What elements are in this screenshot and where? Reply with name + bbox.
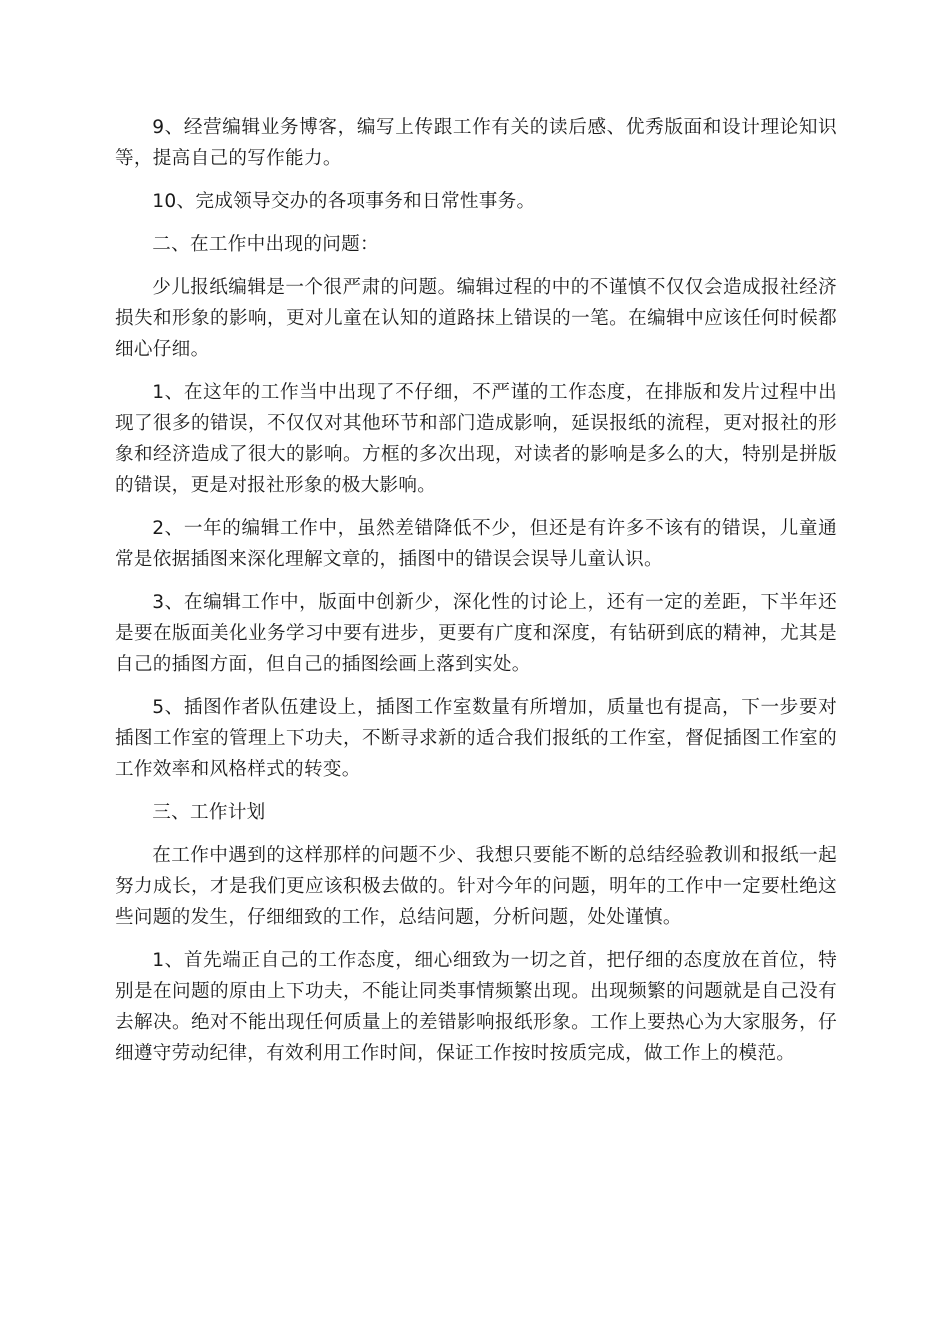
paragraph-problem-3: 3、在编辑工作中，版面中创新少，深化性的讨论上，还有一定的差距，下半年还是要在版面美化业务学习中要有进步，更要有广度和深度，有钻研到底的精神，尤其是自己的插图方面，但自己的插图绘画上落到实处。 [115, 592, 837, 675]
paragraph-problem-1: 1、在这年的工作当中出现了不仔细，不严谨的工作态度，在排版和发片过程中出现了很多的错误，不仅仅对其他环节和部门造成影响，延误报纸的流程，更对报社的形象和经济造成了很大的影响。方框的多次出现，对读者的影响是多么的大，特别是拼版的错误，更是对报社形象的极大影响。 [115, 382, 837, 496]
section-heading-plan: 三、工作计划 [152, 802, 266, 823]
paragraph-problem-2: 2、一年的编辑工作中，虽然差错降低不少，但还是有许多不该有的错误，儿童通常是依据插图来深化理解文章的，插图中的错误会误导儿童认识。 [115, 518, 837, 570]
paragraph-item-10: 10、完成领导交办的各项事务和日常性事务。 [152, 191, 536, 212]
document-body [115, 112, 837, 1081]
paragraph-plan-intro: 在工作中遇到的这样那样的问题不少、我想只要能不断的总结经验教训和报纸一起努力成长，才是我们更应该积极去做的。针对今年的问题，明年的工作中一定要杜绝这些问题的发生，仔细细致的工作，总结问题，分析问题，处处谨慎。 [115, 845, 837, 928]
paragraph-plan-1: 1、首先端正自己的工作态度，细心细致为一切之首，把仔细的态度放在首位，特别是在问题的原由上下功夫，不能让同类事情频繁出现。出现频繁的问题就是自己没有去解决。绝对不能出现任何质量上的差错影响报纸形象。工作上要热心为大家服务，仔细遵守劳动纪律，有效利用工作时间，保证工作按时按质完成，做工作上的模范。 [115, 950, 837, 1064]
paragraph-problems-intro: 少儿报纸编辑是一个很严肃的问题。编辑过程的中的不谨慎不仅仅会造成报社经济损失和形象的影响，更对儿童在认知的道路抹上错误的一笔。在编辑中应该任何时候都细心仔细。 [115, 277, 837, 360]
paragraph-problem-5: 5、插图作者队伍建设上，插图工作室数量有所增加，质量也有提高，下一步要对插图工作室的管理上下功夫，不断寻求新的适合我们报纸的工作室，督促插图工作室的工作效率和风格样式的转变。 [115, 697, 837, 780]
paragraph-item-9: 9、经营编辑业务博客，编写上传跟工作有关的读后感、优秀版面和设计理论知识等，提高自己的写作能力。 [115, 117, 837, 169]
section-heading-problems: 二、在工作中出现的问题： [152, 234, 379, 255]
